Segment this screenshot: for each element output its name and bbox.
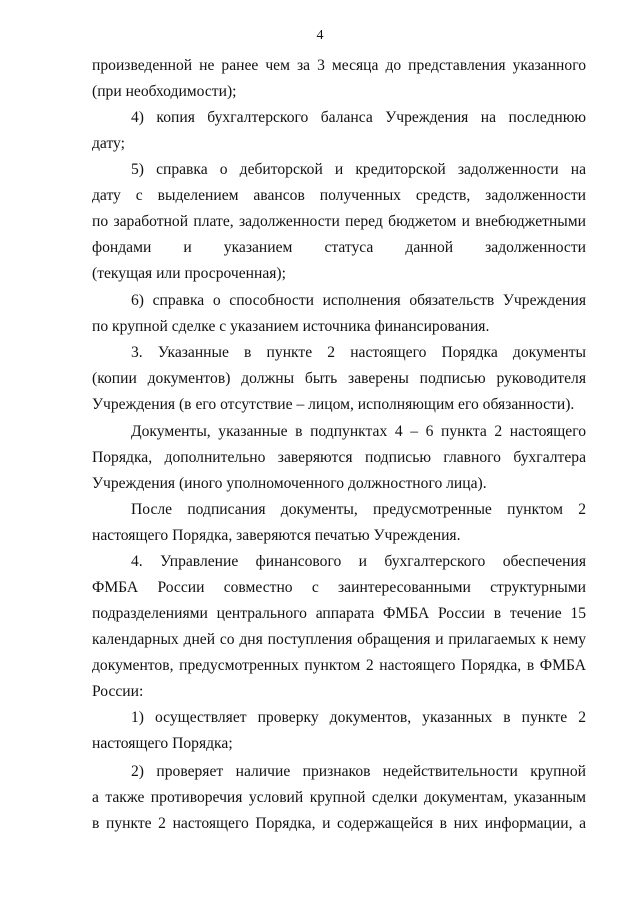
text-line: настоящего Порядка, заверяются печатью Учреждения. xyxy=(92,527,461,544)
text-line: (копии документов) должны быть заверены подписью руководителя xyxy=(92,370,586,387)
text-line: России: xyxy=(92,683,144,700)
text-line: документов, предусмотренных пунктом 2 настоящего Порядка, в ФМБА xyxy=(92,657,586,674)
text-line: 5) справка о дебиторской и кредиторской задолженности на xyxy=(131,161,586,178)
text-line: 6) справка о способности исполнения обязательств Учреждения xyxy=(131,292,586,309)
text-line: а также противоречия условий крупной сделки документам, указанным xyxy=(92,789,586,806)
page-number: 4 xyxy=(316,28,324,43)
text-line: (при необходимости); xyxy=(92,83,237,100)
text-line: Учреждения (иного уполномоченного должностного лица). xyxy=(92,475,487,492)
text-line: 4. Управление финансового и бухгалтерского обеспечения xyxy=(131,553,586,570)
text-line: 4) копия бухгалтерского баланса Учреждения на последнюю xyxy=(131,109,586,126)
text-line: по заработной плате, задолженности перед бюджетом и внебюджетными xyxy=(92,213,586,230)
text-line: календарных дней со дня поступления обращения и прилагаемых к нему xyxy=(92,631,586,648)
text-line: 1) осуществляет проверку документов, указанных в пункте 2 xyxy=(131,709,586,726)
text-line: настоящего Порядка; xyxy=(92,735,233,752)
text-line: дату; xyxy=(92,135,125,152)
text-line: 2) проверяет наличие признаков недействительности крупной xyxy=(131,763,586,780)
text-line: подразделениями центрального аппарата ФМБА России в течение 15 xyxy=(92,605,586,622)
text-line: Документы, указанные в подпунктах 4 – 6 пункта 2 настоящего xyxy=(131,423,586,440)
text-line: 3. Указанные в пункте 2 настоящего Порядка документы xyxy=(131,344,586,361)
text-line: ФМБА России совместно с заинтересованными структурными xyxy=(92,579,586,596)
text-line: фондами и указанием статуса данной задолженности xyxy=(92,239,586,256)
text-line: Учреждения (в его отсутствие – лицом, исполняющим его обязанности). xyxy=(92,396,575,413)
text-line: дату с выделением авансов полученных средств, задолженности xyxy=(92,187,586,204)
text-line: по крупной сделке с указанием источника финансирования. xyxy=(92,318,490,335)
text-line: После подписания документы, предусмотренные пунктом 2 xyxy=(131,501,586,518)
text-line: произведенной не ранее чем за 3 месяца до представления указанного xyxy=(92,57,586,74)
text-line: в пункте 2 настоящего Порядка, и содержащейся в них информации, а xyxy=(92,815,586,832)
text-line: (текущая или просроченная); xyxy=(92,265,286,282)
text-line: Порядка, дополнительно заверяются подписью главного бухгалтера xyxy=(92,449,586,466)
